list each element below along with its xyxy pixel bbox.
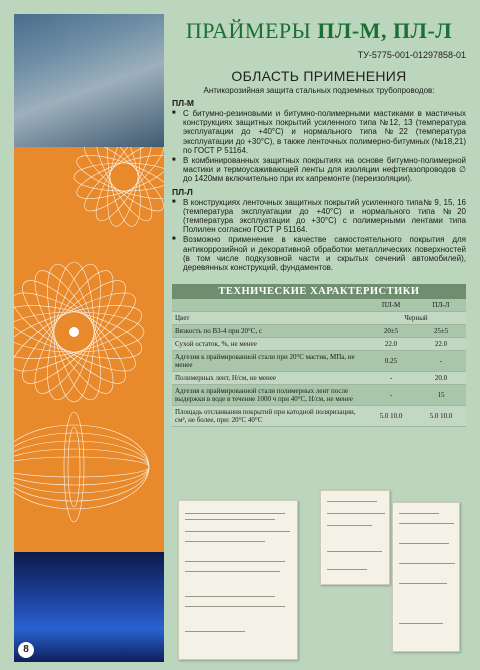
approval-document-image bbox=[320, 490, 390, 585]
section-label-plm: ПЛ-М bbox=[172, 98, 194, 108]
table-header-label bbox=[172, 299, 366, 312]
section-subheading: Антикорозийная защита стальных подземных трубопроводов: bbox=[203, 86, 435, 95]
row-value-pll: 22.0 bbox=[416, 338, 466, 351]
row-label: Полимерных лент, Н/см, не менее bbox=[172, 372, 366, 385]
row-label: Площадь отслаивания покрытий при катодной поляризации, см², не более, при: 20°С 40°С bbox=[172, 406, 366, 427]
specs-table bbox=[172, 299, 466, 427]
table-header-pll: ПЛ-Л bbox=[416, 299, 466, 312]
table-row bbox=[172, 372, 466, 385]
table-row bbox=[172, 351, 466, 372]
table-row bbox=[172, 385, 466, 406]
row-value-pll: - bbox=[416, 351, 466, 372]
row-value-pll: 15 bbox=[416, 385, 466, 406]
table-row bbox=[172, 325, 466, 338]
left-decor-column bbox=[14, 14, 164, 662]
table-header-row bbox=[172, 299, 466, 312]
letter-document-image bbox=[392, 502, 460, 652]
row-value-plm: - bbox=[366, 385, 416, 406]
row-value-pll: 25±5 bbox=[416, 325, 466, 338]
list-item: ■ С битумно-резиновыми и битумно-полимерными мастиками в мастичных конструкциях защитных покрытий усиленного типа №12, 13 (температура эксплуатации до +40°С) и нормального типа №22 (температура эксплуатации до +30°С), в также ленточных полимерно-битумных (№18,21) по ГОСТ Р 51164. bbox=[172, 109, 466, 155]
table-row bbox=[172, 406, 466, 427]
pll-list bbox=[172, 198, 466, 273]
row-label: Цвет bbox=[172, 312, 366, 325]
row-value-plm: 22.0 bbox=[366, 338, 416, 351]
row-value: Черный bbox=[366, 312, 466, 325]
title-bold: ПЛ-М, ПЛ-Л bbox=[317, 18, 453, 43]
row-value-plm: 5.0 10.0 bbox=[366, 406, 416, 427]
list-item: ■ В конструкциях ленточных защитных покрытий усиленного типа№ 9, 15, 16 (температура эксплуатации до +40°С) и нормального типа №20 (температура эксплуатации до +30°С) с полимерными лентами типа Полилен согласно ГОСТ Р 51164. bbox=[172, 198, 466, 235]
plm-list bbox=[172, 109, 466, 184]
content-column bbox=[172, 14, 466, 427]
page-number: 8 bbox=[18, 642, 34, 658]
table-row bbox=[172, 338, 466, 351]
certificate-image bbox=[178, 500, 298, 660]
row-value-plm: 20±5 bbox=[366, 325, 416, 338]
section-label-pll: ПЛ-Л bbox=[172, 186, 193, 197]
row-label: Вязкость по ВЗ-4 при 20°С, с bbox=[172, 325, 366, 338]
row-label: Адгезия к праймированной стали полимерных лент после выдержки в воде в течение 1000 ч при 40°С, Н/см, не менее bbox=[172, 385, 366, 406]
row-value-plm: - bbox=[366, 372, 416, 385]
list-item: ■ В комбинированных защитных покрытиях на основе битумно-полимерной мастики и термоусаживающей ленты для изоляции нефтегазопроводов ∅ до 1420мм включительно при их капремонте (переизоляции). bbox=[172, 156, 466, 184]
title-normal: ПРАЙМЕРЫ bbox=[185, 18, 318, 43]
barrels-photo bbox=[14, 552, 164, 662]
row-label: Сухой остаток, %, не менее bbox=[172, 338, 366, 351]
row-value-pll: 5.0 10.0 bbox=[416, 406, 466, 427]
table-row bbox=[172, 312, 466, 325]
row-label: Адгезия к праймированной стали при 20°С мастик, МПа, не менее bbox=[172, 351, 366, 372]
pipeline-photo bbox=[14, 14, 164, 147]
list-item: ■ Возможно применение в качестве самостоятельного покрытия для антикоррозийной и декоративной обработки металлических поверхностей (в том числе подкузовной части и скрытых сечений автомобилей), деревянных конструкций, фундаментов. bbox=[172, 235, 466, 272]
section-heading: ОБЛАСТЬ ПРИМЕНЕНИЯ bbox=[231, 68, 407, 84]
row-value-pll: 20.0 bbox=[416, 372, 466, 385]
table-title: ТЕХНИЧЕСКИЕ ХАРАКТЕРИСТИКИ bbox=[172, 284, 466, 299]
certificates-area bbox=[172, 490, 466, 660]
tu-code: ТУ-5775-001-01297858-01 bbox=[357, 50, 466, 60]
table-header-plm: ПЛ-М bbox=[366, 299, 416, 312]
row-value-plm: 0.25 bbox=[366, 351, 416, 372]
spirograph-decoration bbox=[14, 147, 164, 552]
page-title bbox=[172, 18, 466, 44]
